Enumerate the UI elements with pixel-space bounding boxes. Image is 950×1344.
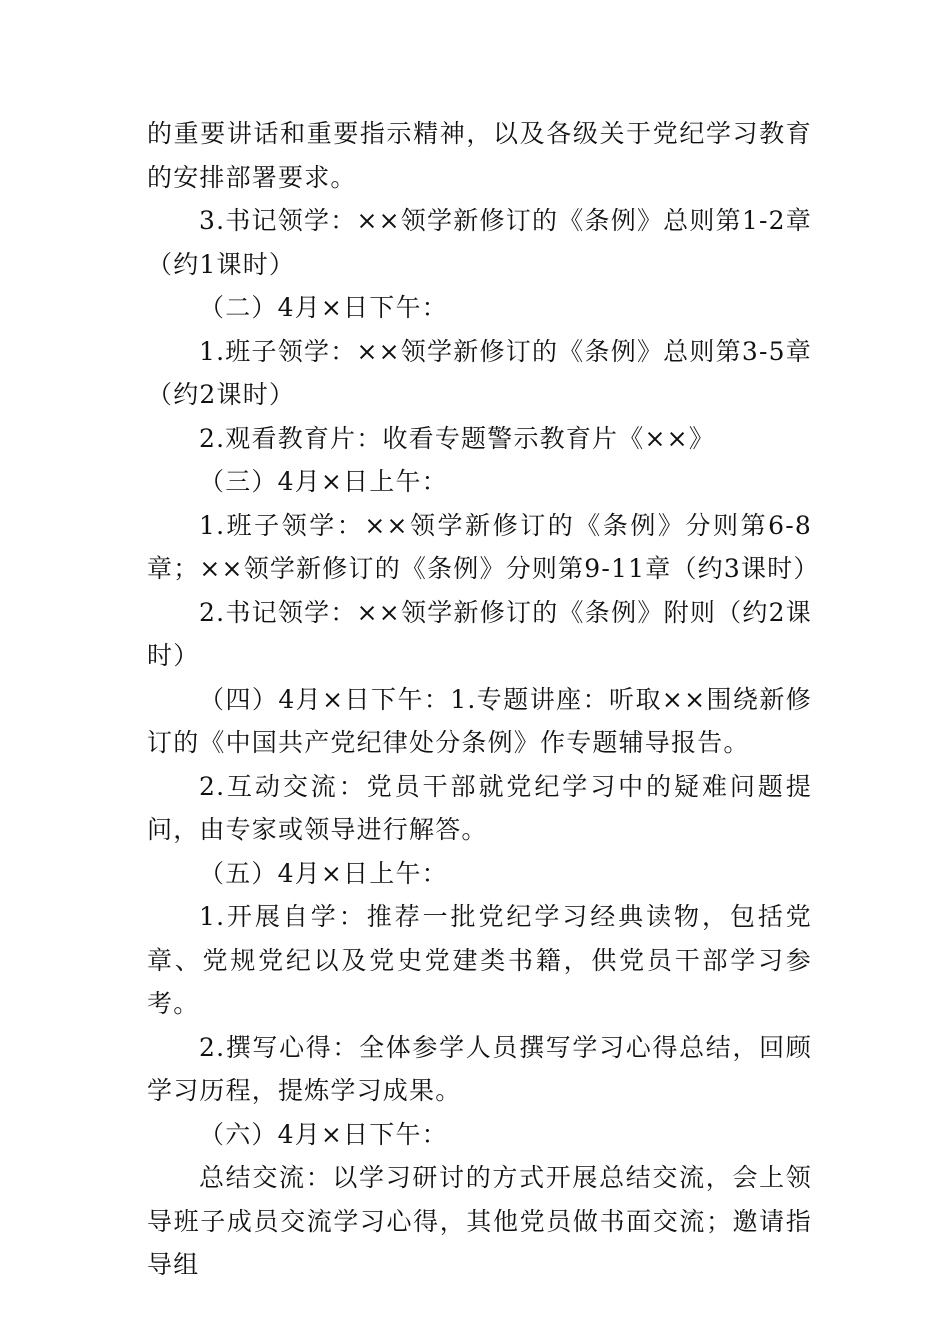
section-heading-2: （二）4月×日下午：	[199, 293, 448, 322]
paragraph-item-2-appendix: 2.书记领学：××领学新修订的《条例》附则（约2课时）	[147, 597, 812, 670]
section-heading-5: （五）4月×日上午：	[199, 858, 448, 888]
paragraph-item-1-team-sections: 1.班子领学：××领学新修订的《条例》分则第6-8章；××领学新修订的《条例》分则第9-11章（约3课时）	[147, 510, 820, 583]
paragraph-item-2-writing: 2.撰写心得：全体参学人员撰写学习心得总结，回顾学习历程，提炼学习成果。	[147, 1032, 812, 1105]
paragraph-continuation: 的重要讲话和重要指示精神，以及各级关于党纪学习教育的安排部署要求。	[147, 119, 812, 192]
paragraph-item-1-self-study: 1.开展自学：推荐一批党纪学习经典读物，包括党章、党规党纪以及党史党建类书籍，供党员干部学习参考。	[147, 902, 812, 1018]
paragraph-item-2-film: 2.观看教育片：收看专题警示教育片《××》	[199, 423, 715, 453]
section-heading-4-lecture: （四）4月×日下午：1.专题讲座：听取××围绕新修订的《中国共产党纪律处分条例》作专题辅导报告。	[147, 684, 812, 757]
paragraph-summary: 总结交流：以学习研讨的方式开展总结交流，会上领导班子成员交流学习心得，其他党员做书面交流；邀请指导组	[147, 1163, 812, 1279]
paragraph-item-3-secretary: 3.书记领学：××领学新修订的《条例》总则第1-2章（约1课时）	[147, 206, 812, 279]
paragraph-item-1-team: 1.班子领学：××领学新修订的《条例》总则第3-5章（约2课时）	[147, 336, 812, 409]
paragraph-item-2-interaction: 2.互动交流：党员干部就党纪学习中的疑难问题提问，由专家或领导进行解答。	[147, 771, 812, 844]
section-heading-6: （六）4月×日下午：	[199, 1119, 448, 1149]
section-heading-3: （三）4月×日上午：	[199, 467, 448, 496]
document-body	[147, 112, 820, 1287]
